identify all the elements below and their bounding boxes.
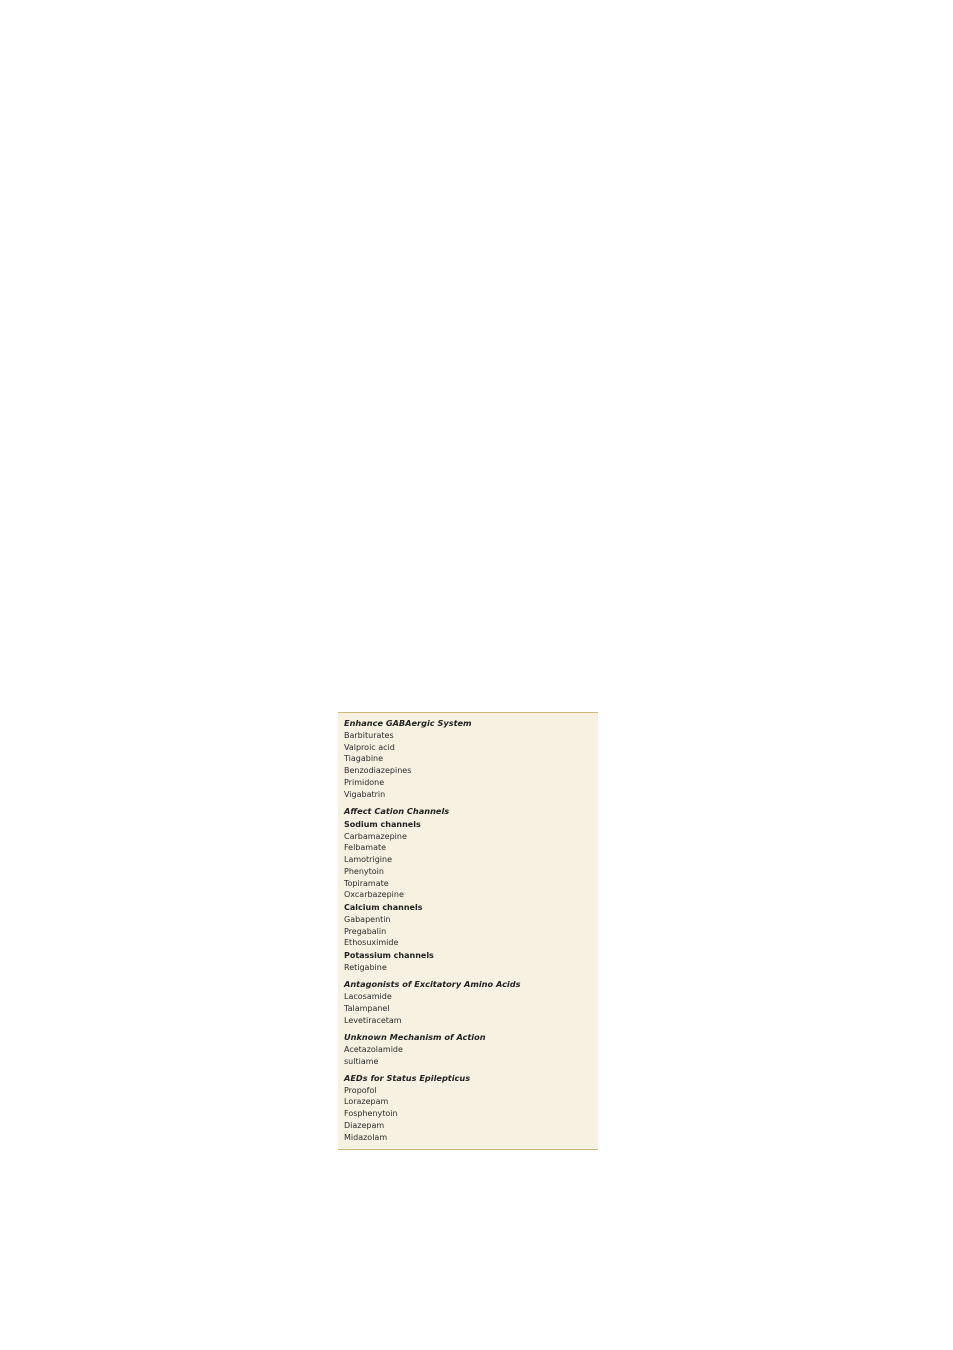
drug-item: Topiramate bbox=[344, 878, 389, 888]
drug-item: Talampanel bbox=[344, 1003, 390, 1013]
subsection-heading-sodium: Sodium channels bbox=[344, 819, 421, 829]
section-heading: AEDs for Status Epilepticus bbox=[344, 1072, 471, 1083]
drug-item: Phenytoin bbox=[344, 866, 384, 876]
drug-item: Barbiturates bbox=[344, 731, 394, 740]
aed-classification-table bbox=[338, 712, 598, 1150]
drug-item: Retigabine bbox=[344, 963, 387, 973]
drug-item: Valproic acid bbox=[344, 742, 395, 752]
drug-item: Oxcarbazepine bbox=[344, 890, 404, 900]
drug-item: Primidone bbox=[344, 777, 385, 787]
section-heading: Enhance GABAergic System bbox=[344, 718, 472, 728]
section-heading: Antagonists of Excitatory Amino Acids bbox=[344, 979, 521, 990]
section-enhance-gabaergic bbox=[344, 717, 598, 800]
drug-item: Gabapentin bbox=[344, 914, 391, 924]
drug-item: Felbamate bbox=[344, 843, 387, 853]
drug-item: Lorazepam bbox=[344, 1097, 389, 1107]
section-unknown-mechanism bbox=[344, 1031, 598, 1067]
section-heading: Affect Cation Channels bbox=[344, 805, 450, 816]
section-heading: Unknown Mechanism of Action bbox=[344, 1031, 486, 1042]
section-status-epilepticus bbox=[344, 1072, 598, 1144]
drug-item: Tiagabine bbox=[344, 754, 384, 764]
drug-item: Midazolam bbox=[344, 1132, 388, 1142]
drug-item: Propofol bbox=[344, 1085, 377, 1095]
drug-item: Lamotrigine bbox=[344, 855, 392, 865]
drug-item: Vigabatrin bbox=[344, 789, 386, 799]
drug-item: Ethosuximide bbox=[344, 938, 399, 948]
section-affect-cation-channels bbox=[344, 805, 598, 974]
drug-item: Pregabalin bbox=[344, 926, 387, 936]
drug-item: Diazepam bbox=[344, 1120, 385, 1130]
section-excitatory-antagonists bbox=[344, 978, 598, 1026]
drug-item: sultiame bbox=[344, 1056, 379, 1066]
drug-item: Levetiracetam bbox=[344, 1015, 402, 1025]
drug-item: Lacosamide bbox=[344, 992, 392, 1002]
subsection-heading-calcium: Calcium channels bbox=[344, 902, 423, 912]
drug-item: Carbamazepine bbox=[344, 831, 407, 841]
drug-item: Fosphenytoin bbox=[344, 1109, 398, 1119]
drug-item: Benzodiazepines bbox=[344, 766, 412, 776]
subsection-heading-potassium: Potassium channels bbox=[344, 951, 434, 961]
drug-item: Acetazolamide bbox=[344, 1044, 403, 1054]
